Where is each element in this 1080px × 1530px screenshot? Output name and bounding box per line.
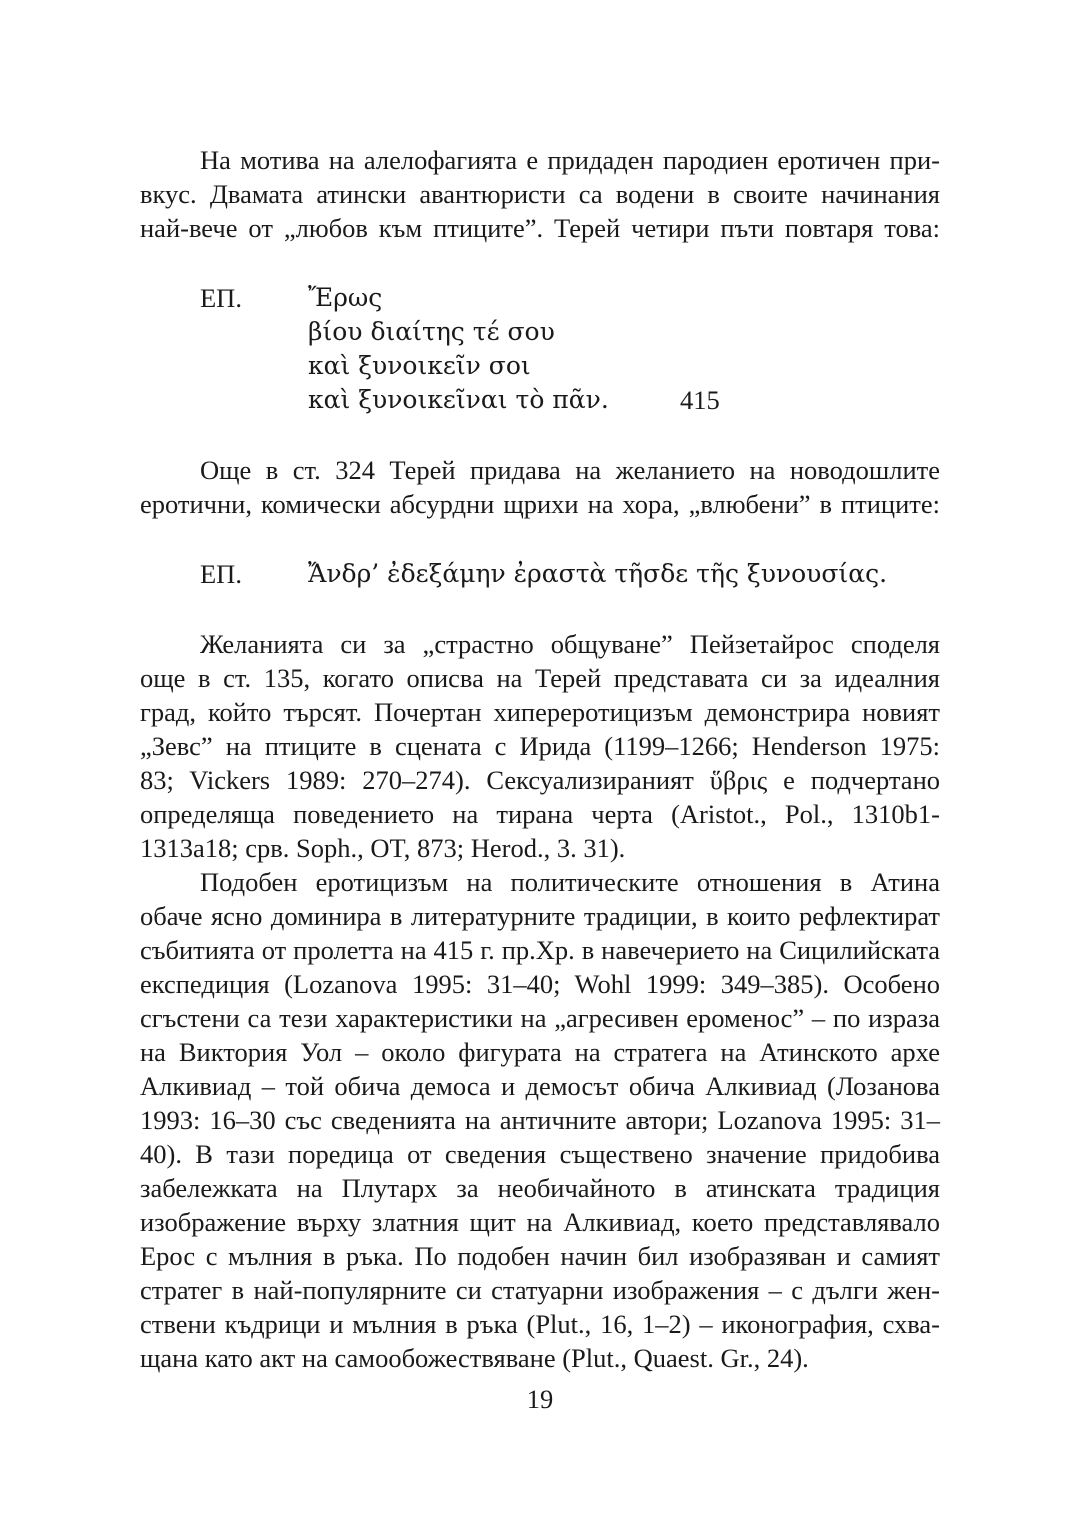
- paragraph-line: обаче ясно доминира в литературните традиции, в които рефлектират: [140, 901, 940, 931]
- verse-line: βίου διαίτης τέ σου: [308, 317, 555, 346]
- page-number: 19: [526, 1384, 554, 1414]
- paragraph-line: вкус. Двамата атински авантюристи са водени в своите начинания: [140, 179, 940, 209]
- verse-line: Ἄνδρ’ ἐδεξάμην ἐραστὰ τῆσδε τῆς ξυνουσίας.: [308, 559, 888, 588]
- paragraph-line: сгъстени са тези характеристики на „агресивен ероменос” – по израза: [140, 1003, 940, 1033]
- paragraph-line: 1313a18; срв. Soph., OT, 873; Herod., 3. 31).: [140, 833, 626, 863]
- paragraph-line: експедиция (Lozanova 1995: 31–40; Wohl 1999: 349–385). Особено: [140, 969, 940, 999]
- paragraph-line: определяща поведението на тирана черта (Aristot., Pol., 1310b1-: [140, 799, 940, 829]
- paragraph-line: Още в ст. 324 Терей придава на желанието на новодошлите: [200, 455, 940, 485]
- verse-line-number: 415: [680, 385, 720, 415]
- paragraph-line: На мотива на алелофагията е придаден пародиен еротичен при-: [200, 145, 940, 175]
- paragraph-line: Ерос с мълния в ръка. По подобен начин бил изобразяван и самият: [140, 1241, 940, 1271]
- paragraph-line: забележката на Плутарх за необичайното в атинската традиция: [140, 1173, 940, 1203]
- paragraph-line: град, който търсят. Почертан хипереротицизъм демонстрира новият: [140, 697, 940, 727]
- paragraph-line: щана като акт на самообожествяване (Plut., Quaest. Gr., 24).: [140, 1343, 809, 1373]
- paragraph-line: Подобен еротицизъм на политическите отношения в Атина: [200, 867, 940, 897]
- verse-speaker: ЕП.: [200, 283, 242, 313]
- paragraph-line: 40). В тази поредица от сведения съществено значение придобива: [140, 1139, 940, 1169]
- paragraph-line: ствени къдрици и мълния в ръка (Plut., 16, 1–2) – иконография, схва-: [140, 1309, 940, 1339]
- paragraph-line: стратег в най-популярните си статуарни изображения – с дълги жен-: [140, 1275, 940, 1305]
- paragraph-line: Желанията си за „страстно общуване” Пейзетайрос споделя: [200, 629, 940, 659]
- verse-line: καὶ ξυνοικεῖναι τὸ πᾶν.: [308, 385, 609, 414]
- paragraph-line: събитията от пролетта на 415 г. пр.Хр. в навечерието на Сицилийската: [140, 935, 940, 965]
- paragraph-line: на Виктория Уол – около фигурата на стратега на Атинското архе: [140, 1037, 940, 1067]
- paragraph-line: Алкивиад – той обича демоса и демосът обича Алкивиад (Лозанова: [140, 1071, 940, 1101]
- paragraph-line: още в ст. 135, когато описва на Терей представата си за идеалния: [140, 663, 940, 693]
- verse-line: Ἔρως: [308, 283, 383, 312]
- verse-line: καὶ ξυνοικεῖν σοι: [308, 351, 531, 380]
- paragraph-line: „Зевс” на птиците в сцената с Ирида (1199–1266; Henderson 1975:: [140, 731, 940, 761]
- paragraph-line: еротични, комически абсурдни щрихи на хора, „влюбени” в птиците:: [140, 489, 940, 519]
- paragraph-line: 83; Vickers 1989: 270–274). Сексуализираният ὕβρις е подчертано: [140, 765, 940, 795]
- paragraph-line: 1993: 16–30 със сведенията на античните автори; Lozanova 1995: 31–: [140, 1105, 940, 1135]
- paragraph-line: най-вече от „любов към птиците”. Терей четири пъти повтаря това:: [140, 213, 940, 243]
- paragraph-line: изображение върху златния щит на Алкивиад, което представлявало: [140, 1207, 940, 1237]
- verse-speaker: ЕП.: [200, 559, 242, 589]
